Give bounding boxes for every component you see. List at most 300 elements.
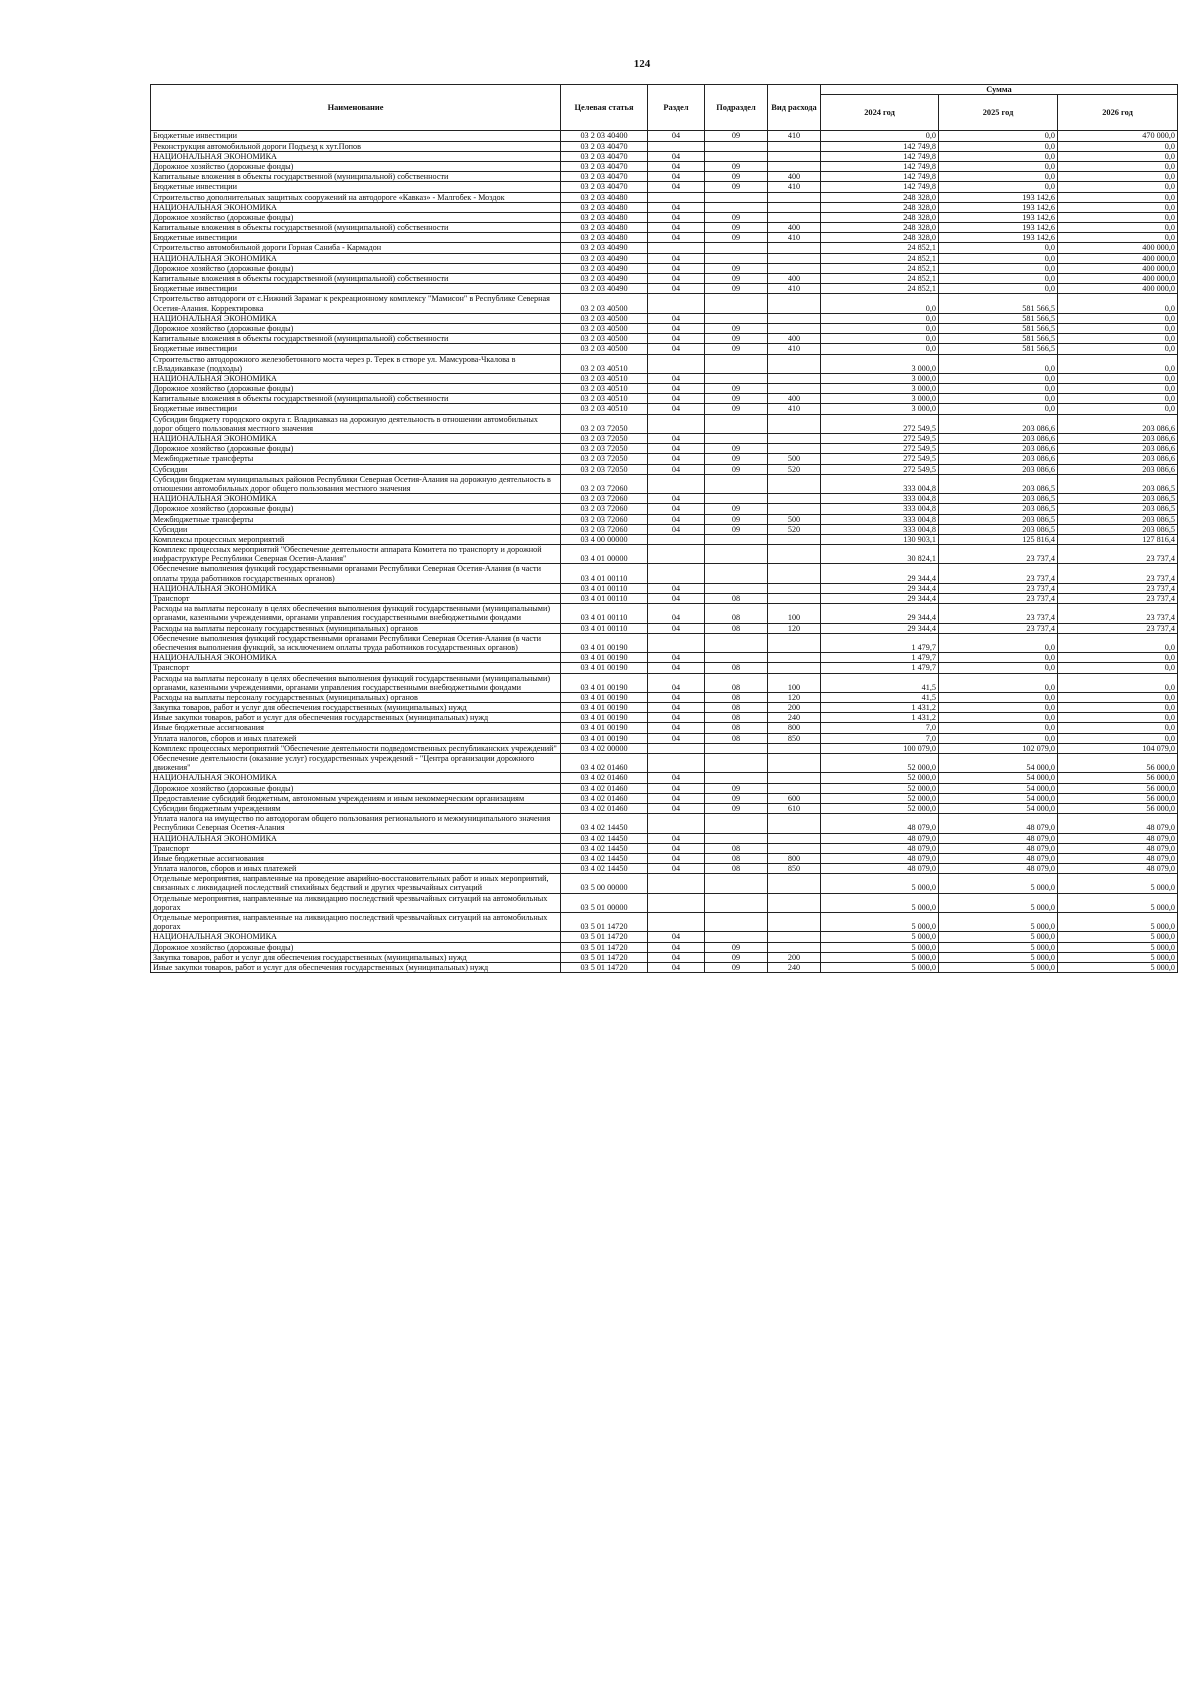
table-body [151,131,1178,973]
cell-name: Субсидии [151,524,561,534]
cell-target-code: 03 4 01 00190 [561,673,648,692]
cell-sum-2026: 56 000,0 [1058,803,1178,813]
cell-expense-type: 400 [768,394,821,404]
cell-sum-2025: 5 000,0 [939,942,1058,952]
cell-name: Дорожное хозяйство (дорожные фонды) [151,504,561,514]
cell-sum-2025: 203 086,6 [939,464,1058,474]
cell-sum-2024: 142 749,8 [821,172,939,182]
cell-section: 04 [648,202,705,212]
cell-section: 04 [648,223,705,233]
cell-sum-2025: 581 566,5 [939,294,1058,313]
table-row [151,843,1178,853]
table-row [151,564,1178,583]
cell-section [648,414,705,433]
cell-sum-2025: 0,0 [939,253,1058,263]
cell-sum-2026: 56 000,0 [1058,783,1178,793]
cell-section: 04 [648,434,705,444]
cell-target-code: 03 2 03 40510 [561,404,648,414]
cell-target-code: 03 5 01 14720 [561,913,648,932]
cell-sum-2024: 142 749,8 [821,161,939,171]
cell-sum-2024: 24 852,1 [821,243,939,253]
cell-subsection: 09 [705,263,768,273]
cell-expense-type [768,373,821,383]
cell-target-code: 03 4 02 14450 [561,843,648,853]
cell-sum-2026: 56 000,0 [1058,773,1178,783]
cell-sum-2024: 272 549,5 [821,454,939,464]
cell-section: 04 [648,583,705,593]
cell-sum-2026: 0,0 [1058,394,1178,404]
table-row [151,414,1178,433]
cell-name: Межбюджетные трансферты [151,514,561,524]
cell-section [648,534,705,544]
cell-section: 04 [648,394,705,404]
cell-sum-2026: 400 000,0 [1058,263,1178,273]
cell-name: Межбюджетные трансферты [151,454,561,464]
cell-sum-2026: 5 000,0 [1058,874,1178,893]
cell-sum-2026: 0,0 [1058,334,1178,344]
cell-expense-type [768,434,821,444]
cell-sum-2025: 0,0 [939,633,1058,652]
cell-subsection: 09 [705,172,768,182]
cell-name: Уплата налогов, сборов и иных платежей [151,864,561,874]
cell-target-code: 03 2 03 72060 [561,524,648,534]
cell-expense-type: 410 [768,404,821,414]
cell-sum-2024: 29 344,4 [821,594,939,604]
cell-expense-type [768,653,821,663]
cell-target-code: 03 4 01 00110 [561,604,648,623]
cell-expense-type [768,843,821,853]
cell-sum-2024: 0,0 [821,294,939,313]
cell-target-code: 03 2 03 40500 [561,344,648,354]
cell-subsection [705,932,768,942]
cell-section [648,294,705,313]
cell-name: Субсидии бюджетным учреждениям [151,803,561,813]
cell-sum-2025: 581 566,5 [939,323,1058,333]
table-row [151,793,1178,803]
table-row [151,131,1178,141]
cell-sum-2024: 5 000,0 [821,913,939,932]
cell-target-code: 03 4 02 14450 [561,814,648,833]
cell-sum-2025: 48 079,0 [939,843,1058,853]
cell-subsection [705,893,768,912]
cell-sum-2026: 0,0 [1058,633,1178,652]
cell-target-code: 03 4 01 00190 [561,692,648,702]
cell-section: 04 [648,864,705,874]
header-subsection: Подраздел [705,85,768,131]
cell-target-code: 03 2 03 40480 [561,212,648,222]
cell-target-code: 03 4 01 00190 [561,653,648,663]
cell-target-code: 03 4 01 00110 [561,583,648,593]
cell-sum-2026: 5 000,0 [1058,932,1178,942]
cell-sum-2026: 0,0 [1058,294,1178,313]
cell-sum-2024: 5 000,0 [821,962,939,972]
cell-sum-2024: 272 549,5 [821,434,939,444]
cell-sum-2026: 400 000,0 [1058,284,1178,294]
cell-name: Отдельные мероприятия, направленные на проведение аварийно-восстановительных работ и иных мероприятий, связанных с ликвидацией последствий стихийных бедствий и других чрезвычайных ситуаций [151,874,561,893]
cell-sum-2026: 48 079,0 [1058,853,1178,863]
cell-sum-2026: 23 737,4 [1058,545,1178,564]
table-row [151,192,1178,202]
table-row [151,864,1178,874]
cell-sum-2026: 56 000,0 [1058,793,1178,803]
cell-sum-2026: 0,0 [1058,182,1178,192]
table-row [151,594,1178,604]
cell-sum-2025: 0,0 [939,274,1058,284]
header-sum: Сумма [821,85,1178,95]
cell-target-code: 03 2 03 40400 [561,131,648,141]
cell-target-code: 03 2 03 40480 [561,233,648,243]
cell-target-code: 03 4 02 14450 [561,853,648,863]
cell-subsection [705,833,768,843]
cell-expense-type [768,202,821,212]
cell-target-code: 03 2 03 40470 [561,182,648,192]
cell-sum-2025: 23 737,4 [939,545,1058,564]
cell-sum-2024: 142 749,8 [821,151,939,161]
cell-target-code: 03 2 03 72050 [561,454,648,464]
cell-expense-type [768,212,821,222]
cell-subsection: 09 [705,454,768,464]
table-row [151,212,1178,222]
cell-sum-2026: 0,0 [1058,692,1178,702]
table-row [151,434,1178,444]
table-row [151,663,1178,673]
cell-sum-2025: 203 086,6 [939,434,1058,444]
cell-section: 04 [648,833,705,843]
cell-expense-type [768,564,821,583]
cell-target-code: 03 4 01 00000 [561,545,648,564]
cell-subsection: 09 [705,524,768,534]
cell-section: 04 [648,494,705,504]
table-row [151,814,1178,833]
cell-subsection [705,414,768,433]
cell-subsection [705,534,768,544]
cell-sum-2024: 5 000,0 [821,942,939,952]
cell-subsection: 08 [705,692,768,702]
cell-sum-2026: 0,0 [1058,404,1178,414]
table-row [151,703,1178,713]
cell-expense-type: 100 [768,604,821,623]
cell-name: Бюджетные инвестиции [151,284,561,294]
cell-name: Субсидии бюджету городского округа г. Владикавказ на дорожную деятельность в отношении автомобильных дорог общего пользования местного значения [151,414,561,433]
cell-expense-type [768,633,821,652]
cell-sum-2024: 333 004,8 [821,514,939,524]
cell-sum-2024: 48 079,0 [821,864,939,874]
cell-sum-2025: 0,0 [939,284,1058,294]
cell-sum-2026: 0,0 [1058,202,1178,212]
cell-expense-type [768,243,821,253]
cell-subsection: 09 [705,803,768,813]
table-row [151,373,1178,383]
cell-sum-2025: 23 737,4 [939,583,1058,593]
cell-subsection: 09 [705,212,768,222]
cell-sum-2026: 0,0 [1058,653,1178,663]
cell-name: Расходы на выплаты персоналу государственных (муниципальных) органов [151,692,561,702]
cell-sum-2024: 48 079,0 [821,853,939,863]
cell-target-code: 03 2 03 72050 [561,464,648,474]
cell-name: Строительство автомобильной дороги Горная Саниба - Кармадон [151,243,561,253]
table-row [151,233,1178,243]
cell-sum-2024: 52 000,0 [821,773,939,783]
cell-subsection: 08 [705,604,768,623]
cell-sum-2024: 248 328,0 [821,212,939,222]
table-row [151,733,1178,743]
cell-sum-2025: 203 086,6 [939,454,1058,464]
cell-sum-2026: 400 000,0 [1058,274,1178,284]
cell-target-code: 03 4 00 00000 [561,534,648,544]
cell-subsection: 09 [705,161,768,171]
cell-subsection [705,253,768,263]
cell-subsection: 09 [705,394,768,404]
cell-name: Иные бюджетные ассигнования [151,853,561,863]
cell-target-code: 03 5 01 00000 [561,893,648,912]
cell-target-code: 03 4 01 00110 [561,594,648,604]
cell-sum-2024: 52 000,0 [821,754,939,773]
cell-subsection: 09 [705,783,768,793]
cell-section [648,474,705,493]
cell-sum-2025: 203 086,6 [939,444,1058,454]
cell-sum-2026: 470 000,0 [1058,131,1178,141]
cell-target-code: 03 4 02 01460 [561,793,648,803]
header-year-2026: 2026 год [1058,95,1178,131]
cell-subsection: 09 [705,323,768,333]
table-row [151,952,1178,962]
cell-subsection [705,545,768,564]
cell-section [648,354,705,373]
cell-subsection: 09 [705,942,768,952]
cell-section: 04 [648,161,705,171]
cell-name: Капитальные вложения в объекты государственной (муниципальной) собственности [151,223,561,233]
cell-name: Расходы на выплаты персоналу в целях обеспечения выполнения функций государственными (муниципальными) органами, казенными учреждениями, органами управления государственными внебюджетными фондами [151,604,561,623]
cell-expense-type [768,444,821,454]
cell-target-code: 03 4 01 00190 [561,713,648,723]
cell-sum-2026: 400 000,0 [1058,253,1178,263]
table-row [151,604,1178,623]
cell-target-code: 03 4 02 14450 [561,833,648,843]
cell-expense-type [768,534,821,544]
cell-name: Дорожное хозяйство (дорожные фонды) [151,161,561,171]
table-row [151,444,1178,454]
cell-sum-2024: 29 344,4 [821,583,939,593]
cell-sum-2026: 23 737,4 [1058,583,1178,593]
cell-sum-2024: 272 549,5 [821,444,939,454]
cell-sum-2026: 23 737,4 [1058,604,1178,623]
cell-subsection [705,913,768,932]
cell-sum-2025: 54 000,0 [939,803,1058,813]
cell-sum-2024: 248 328,0 [821,233,939,243]
cell-name: НАЦИОНАЛЬНАЯ ЭКОНОМИКА [151,373,561,383]
table-row [151,313,1178,323]
cell-sum-2025: 5 000,0 [939,893,1058,912]
cell-subsection: 08 [705,594,768,604]
cell-expense-type: 410 [768,284,821,294]
cell-sum-2024: 272 549,5 [821,464,939,474]
cell-sum-2026: 203 086,6 [1058,444,1178,454]
cell-sum-2024: 5 000,0 [821,952,939,962]
cell-sum-2026: 203 086,5 [1058,494,1178,504]
cell-name: Комплекс процессных мероприятий "Обеспечение деятельности аппарата Комитета по транспорту и дорожной инфраструктуре Республики Северная Осетия-Алания" [151,545,561,564]
cell-sum-2026: 203 086,6 [1058,454,1178,464]
cell-target-code: 03 2 03 40470 [561,161,648,171]
cell-subsection: 08 [705,864,768,874]
cell-target-code: 03 4 01 00190 [561,633,648,652]
cell-expense-type: 850 [768,864,821,874]
cell-expense-type: 800 [768,853,821,863]
cell-sum-2026: 0,0 [1058,663,1178,673]
cell-sum-2026: 5 000,0 [1058,942,1178,952]
cell-sum-2025: 581 566,5 [939,344,1058,354]
cell-name: Дорожное хозяйство (дорожные фонды) [151,942,561,952]
cell-section: 04 [648,783,705,793]
cell-subsection: 08 [705,703,768,713]
cell-sum-2025: 0,0 [939,404,1058,414]
cell-subsection: 09 [705,952,768,962]
cell-sum-2025: 48 079,0 [939,853,1058,863]
cell-sum-2024: 142 749,8 [821,182,939,192]
cell-subsection: 09 [705,793,768,803]
cell-sum-2025: 0,0 [939,673,1058,692]
cell-section: 04 [648,673,705,692]
table-row [151,334,1178,344]
cell-sum-2025: 193 142,6 [939,192,1058,202]
cell-subsection: 08 [705,713,768,723]
cell-target-code: 03 2 03 40490 [561,253,648,263]
table-row [151,474,1178,493]
cell-section: 04 [648,653,705,663]
cell-subsection [705,773,768,783]
table-row [151,754,1178,773]
cell-subsection [705,814,768,833]
cell-sum-2024: 48 079,0 [821,833,939,843]
cell-sum-2026: 203 086,6 [1058,414,1178,433]
cell-expense-type [768,384,821,394]
table-row [151,962,1178,972]
table-row [151,344,1178,354]
cell-name: Уплата налогов, сборов и иных платежей [151,733,561,743]
cell-name: НАЦИОНАЛЬНАЯ ЭКОНОМИКА [151,434,561,444]
cell-sum-2024: 5 000,0 [821,932,939,942]
cell-section: 04 [648,514,705,524]
cell-name: Строительство автодорожного железобетонного моста через р. Терек в створе ул. Мамсурова-Чкалова в г.Владикавказе (подходы) [151,354,561,373]
cell-target-code: 03 2 03 40500 [561,313,648,323]
cell-sum-2026: 104 079,0 [1058,743,1178,753]
cell-sum-2026: 5 000,0 [1058,962,1178,972]
cell-target-code: 03 4 02 01460 [561,783,648,793]
cell-sum-2024: 0,0 [821,334,939,344]
cell-section: 04 [648,853,705,863]
cell-name: Предоставление субсидий бюджетным, автономным учреждениям и иным некоммерческим организациям [151,793,561,803]
cell-sum-2025: 203 086,5 [939,494,1058,504]
cell-section [648,192,705,202]
cell-subsection: 09 [705,504,768,514]
cell-section [648,913,705,932]
cell-sum-2024: 333 004,8 [821,504,939,514]
cell-sum-2025: 0,0 [939,131,1058,141]
cell-name: Бюджетные инвестиции [151,404,561,414]
cell-target-code: 03 4 02 00000 [561,743,648,753]
cell-name: Иные бюджетные ассигнования [151,723,561,733]
cell-sum-2024: 1 431,2 [821,713,939,723]
cell-section: 04 [648,151,705,161]
cell-expense-type: 410 [768,344,821,354]
cell-expense-type: 120 [768,623,821,633]
cell-expense-type: 100 [768,673,821,692]
cell-name: Бюджетные инвестиции [151,182,561,192]
cell-target-code: 03 4 02 01460 [561,773,648,783]
cell-name: НАЦИОНАЛЬНАЯ ЭКОНОМИКА [151,494,561,504]
table-row [151,673,1178,692]
cell-target-code: 03 2 03 40510 [561,373,648,383]
cell-section: 04 [648,713,705,723]
cell-sum-2026: 0,0 [1058,354,1178,373]
cell-sum-2024: 1 479,7 [821,633,939,652]
cell-expense-type: 520 [768,464,821,474]
cell-name: НАЦИОНАЛЬНАЯ ЭКОНОМИКА [151,151,561,161]
table-row [151,514,1178,524]
cell-expense-type: 400 [768,274,821,284]
cell-target-code: 03 5 01 14720 [561,962,648,972]
cell-sum-2025: 0,0 [939,692,1058,702]
cell-sum-2025: 203 086,5 [939,474,1058,493]
cell-sum-2024: 333 004,8 [821,474,939,493]
cell-subsection [705,754,768,773]
cell-name: Капитальные вложения в объекты государственной (муниципальной) собственности [151,334,561,344]
cell-name: Дорожное хозяйство (дорожные фонды) [151,783,561,793]
table-header [151,85,1178,131]
cell-subsection: 08 [705,673,768,692]
cell-expense-type [768,192,821,202]
cell-subsection [705,294,768,313]
budget-table [150,84,1178,973]
cell-section: 04 [648,404,705,414]
cell-sum-2026: 5 000,0 [1058,893,1178,912]
cell-sum-2025: 0,0 [939,653,1058,663]
cell-target-code: 03 4 01 00110 [561,623,648,633]
cell-name: Строительство дополнительных защитных сооружений на автодороге «Кавказ» - Малгобек - Моздок [151,192,561,202]
cell-sum-2026: 0,0 [1058,141,1178,151]
table-row [151,833,1178,843]
table-row [151,504,1178,514]
cell-name: Дорожное хозяйство (дорожные фонды) [151,444,561,454]
cell-name: Капитальные вложения в объекты государственной (муниципальной) собственности [151,394,561,404]
cell-sum-2025: 102 079,0 [939,743,1058,753]
cell-subsection [705,151,768,161]
cell-expense-type: 850 [768,733,821,743]
cell-subsection: 09 [705,464,768,474]
cell-section: 04 [648,182,705,192]
cell-sum-2026: 0,0 [1058,723,1178,733]
cell-subsection: 09 [705,223,768,233]
cell-target-code: 03 4 02 01460 [561,803,648,813]
cell-name: Закупка товаров, работ и услуг для обеспечения государственных (муниципальных) нужд [151,952,561,962]
cell-name: Субсидии [151,464,561,474]
cell-subsection: 09 [705,344,768,354]
cell-sum-2025: 54 000,0 [939,793,1058,803]
cell-sum-2025: 5 000,0 [939,932,1058,942]
cell-sum-2024: 3 000,0 [821,384,939,394]
cell-expense-type [768,932,821,942]
cell-section: 04 [648,504,705,514]
table-row [151,394,1178,404]
cell-section: 04 [648,703,705,713]
cell-expense-type: 410 [768,233,821,243]
cell-name: Бюджетные инвестиции [151,131,561,141]
table-row [151,524,1178,534]
cell-expense-type [768,594,821,604]
cell-name: НАЦИОНАЛЬНАЯ ЭКОНОМИКА [151,932,561,942]
cell-sum-2026: 0,0 [1058,703,1178,713]
table-row [151,942,1178,952]
cell-name: Бюджетные инвестиции [151,233,561,243]
